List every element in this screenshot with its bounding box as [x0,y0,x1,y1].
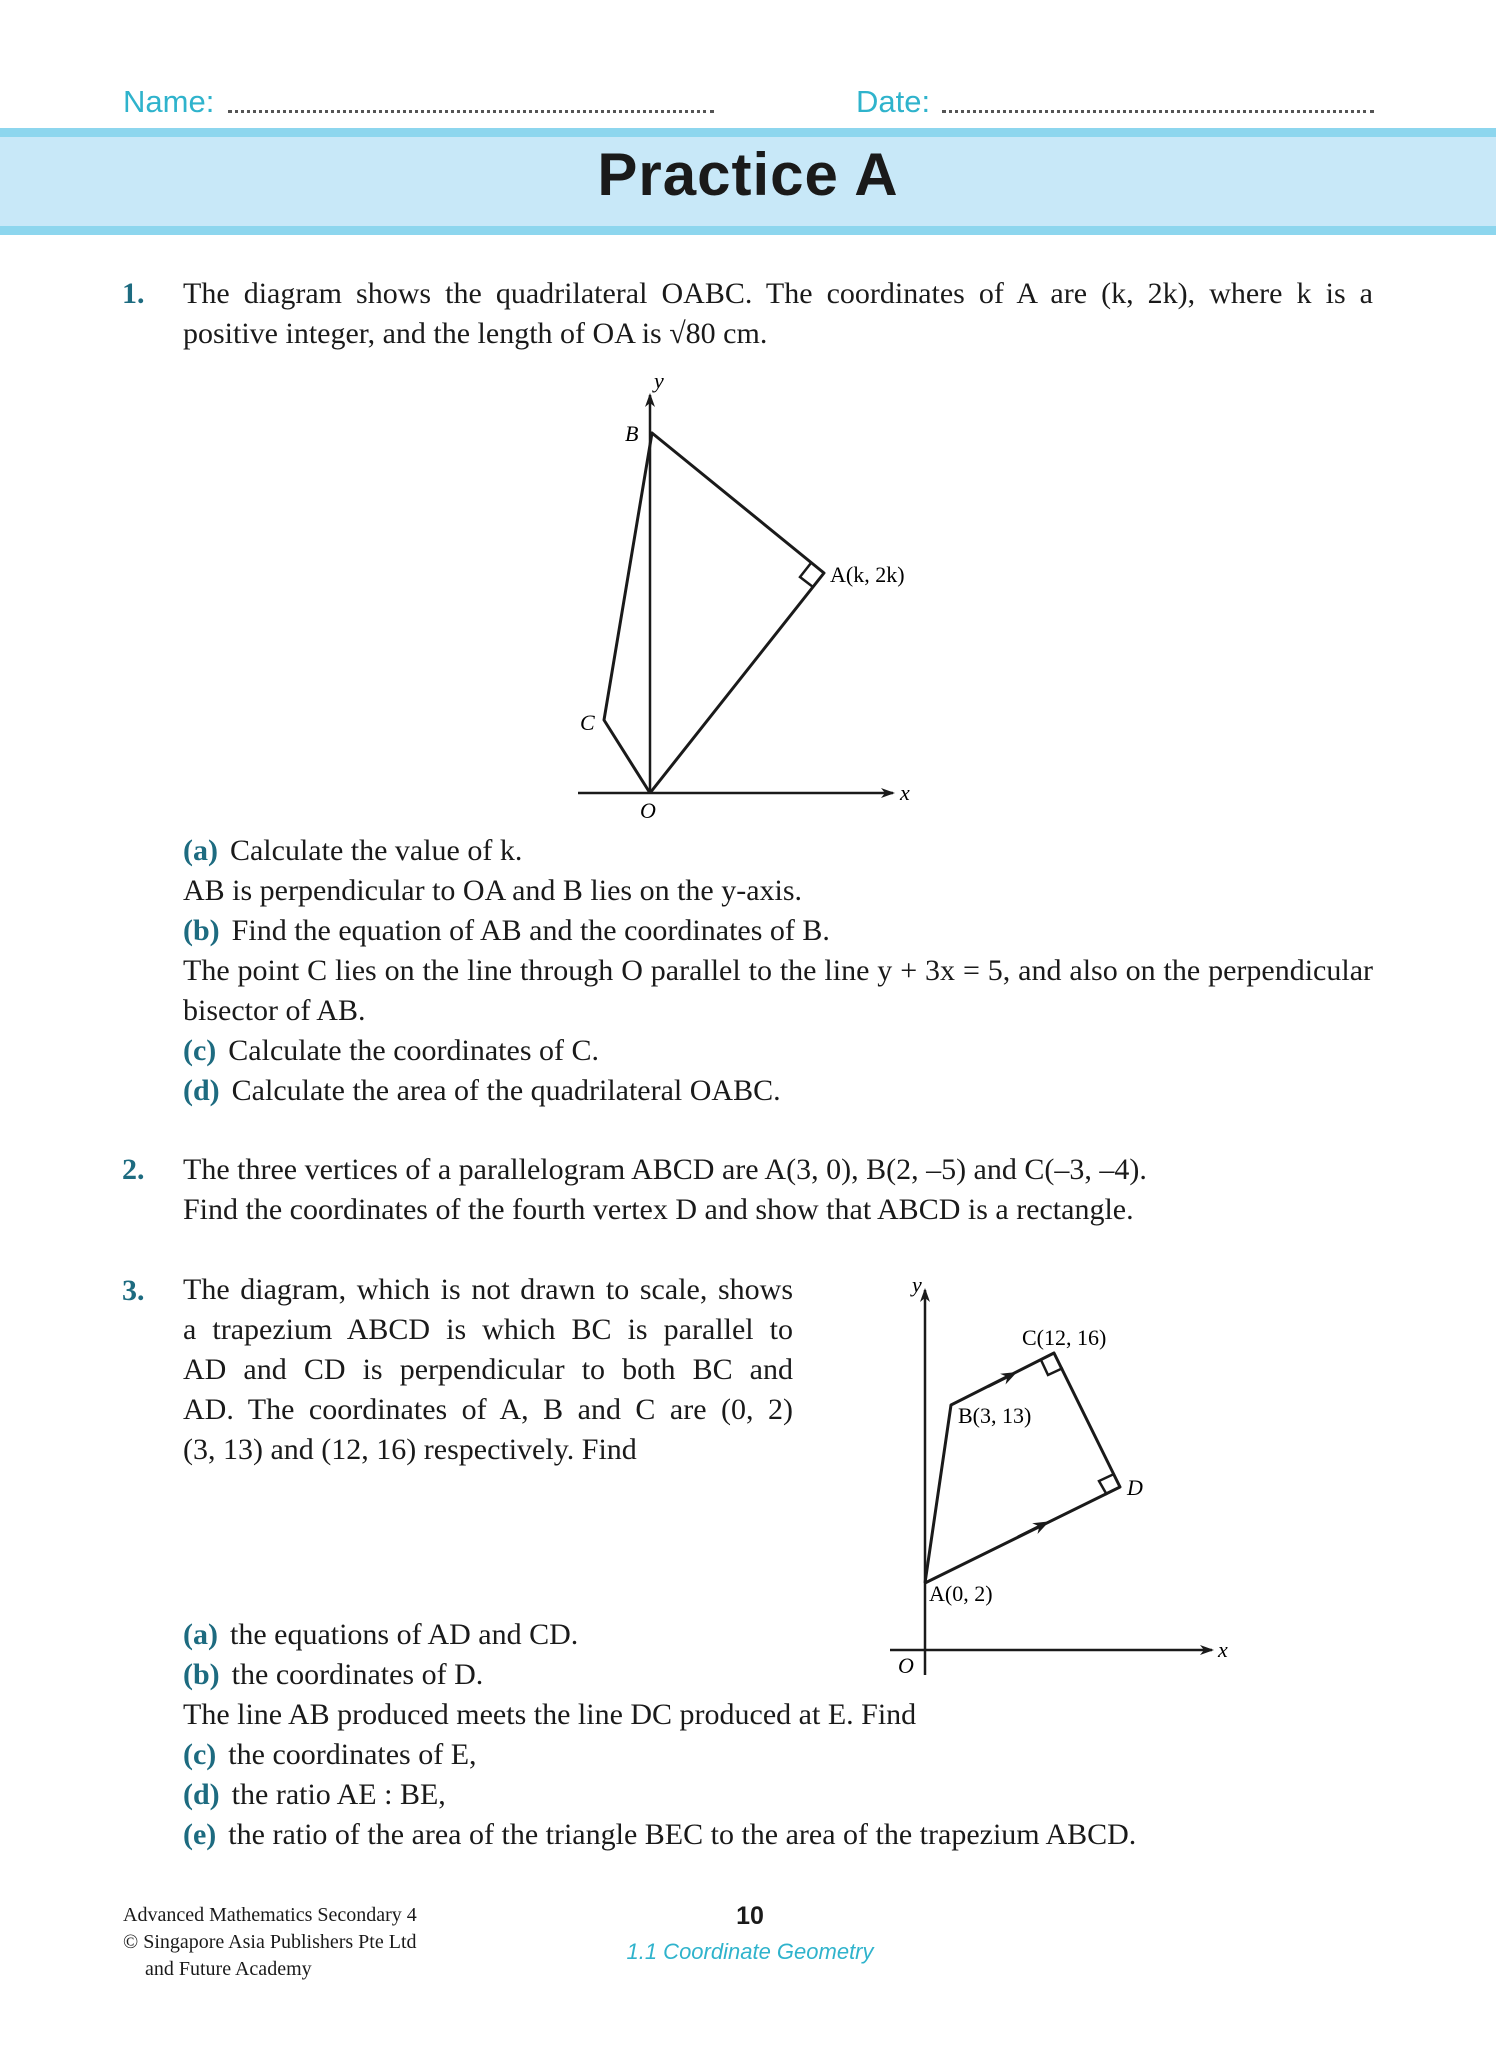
q1-part-c: (c) Calculate the coordinates of C. [183,1034,600,1067]
date-field-line[interactable] [942,110,1374,113]
svg-text:C: C [580,710,595,735]
name-label: Name: [123,84,215,119]
svg-text:x: x [1218,1637,1228,1662]
q1-part-a: (a) Calculate the value of k. [183,834,523,867]
date-label: Date: [856,84,931,119]
question-1-intro [183,274,1373,354]
svg-text:y: y [912,1272,922,1297]
question-1-diagram [560,360,940,820]
q1-part-b: (b) Find the equation of AB and the coordinates of B. [183,914,830,947]
question-2-number: 2. [122,1153,145,1186]
svg-text:O: O [640,798,656,820]
svg-text:A(k, 2k): A(k, 2k) [830,562,905,587]
question-2-text [183,1150,1373,1230]
footer-book-info [123,1902,417,1983]
svg-text:B(3, 13): B(3, 13) [958,1403,1032,1428]
title-band-bottom-stripe [0,226,1496,235]
q3-part-e: (e) the ratio of the area of the triangle BEC to the area of the trapezium ABCD. [183,1818,1137,1851]
page-title: Practice A [597,141,899,208]
svg-text:D: D [1127,1475,1143,1500]
question-3-parts [183,1615,1373,1855]
trapezium-abcd [925,1353,1120,1583]
svg-text:y: y [654,368,664,393]
question-2-line1: The three vertices of a parallelogram ABCD are A(3, 0), B(2, –5) and C(–3, –4). [183,1153,1147,1186]
question-1-intro-line1: The diagram shows the quadrilateral OABC. The coordinates of A are (k, 2k), where k is a [183,277,1373,310]
question-3-intro [183,1270,793,1470]
q1-statement-c: The point C lies on the line through O parallel to the line y + 3x = 5, and also on the perpendicular bisector of AB. [183,954,1373,1027]
svg-text:x: x [900,780,910,805]
q1-part-d: (d) Calculate the area of the quadrilateral OABC. [183,1074,781,1107]
title-band-top-stripe [0,128,1496,137]
question-1-intro-line2: positive integer, and the length of OA is √80 cm. [183,317,768,350]
q1-statement-ab: AB is perpendicular to OA and B lies on the y-axis. [183,874,803,907]
question-3-number: 3. [122,1274,145,1307]
svg-text:C(12, 16): C(12, 16) [1022,1325,1107,1350]
q3-part-d: (d) the ratio AE : BE, [183,1778,446,1811]
q3-statement-e: The line AB produced meets the line DC produced at E. Find [183,1698,917,1731]
quadrilateral-oabc [604,433,824,793]
page-number: 10 [736,1902,764,1930]
svg-text:B: B [625,421,639,446]
footer-book-title: Advanced Mathematics Secondary 4 [123,1904,417,1926]
question-1-number: 1. [122,277,145,310]
q3-intro-line: a trapezium ABCD is which BC is parallel to [183,1313,793,1346]
q3-intro-line: AD. The coordinates of A, B and C are (0, 2) [183,1393,793,1426]
question-1-parts [183,831,1373,1111]
q3-intro-line: AD and CD is perpendicular to both BC and [183,1353,793,1386]
footer-publisher: and Future Academy [145,1958,312,1980]
question-2-line2: Find the coordinates of the fourth vertex D and show that ABCD is a rectangle. [183,1193,1134,1226]
q3-part-b: (b) the coordinates of D. [183,1658,484,1691]
footer-copyright: © Singapore Asia Publishers Pte Ltd [123,1931,417,1953]
right-angle-marker [800,563,813,587]
svg-text:O: O [898,1653,914,1678]
q3-intro-line: The diagram, which is not drawn to scale, shows [183,1273,793,1306]
q3-part-a: (a) the equations of AD and CD. [183,1618,579,1651]
q3-part-c: (c) the coordinates of E, [183,1738,477,1771]
section-title: 1.1 Coordinate Geometry [626,1939,874,1964]
q3-intro-line: (3, 13) and (12, 16) respectively. Find [183,1433,637,1466]
name-field-line[interactable] [228,110,714,113]
svg-text:A(0, 2): A(0, 2) [929,1581,993,1606]
